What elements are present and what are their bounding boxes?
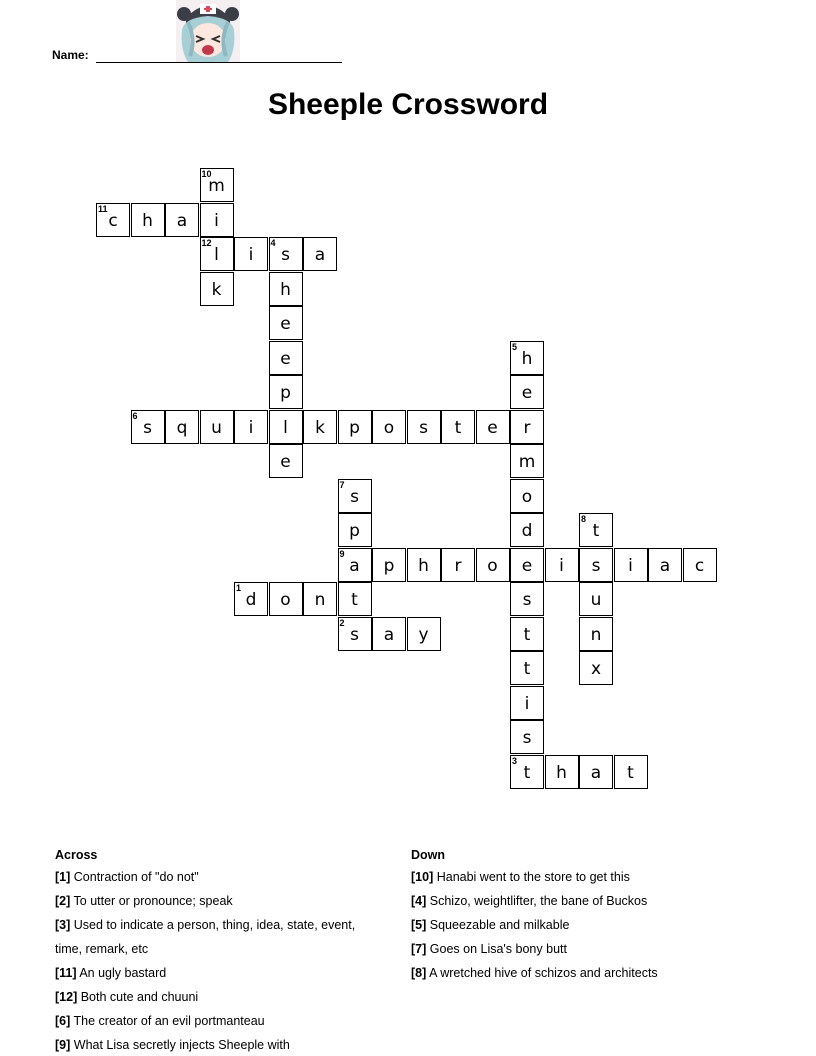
crossword-cell[interactable] [303,410,337,444]
cell-letter: t [592,521,600,541]
cell-letter: e [487,417,498,438]
crossword-cell[interactable] [476,410,510,444]
cell-letter: t [627,762,634,783]
clue-text: Used to indicate a person, thing, idea, state, event, time, remark, etc [55,918,356,956]
crossword-cell[interactable] [200,203,234,237]
cell-letter: t [454,417,462,438]
clue-number-label: 10 [201,169,212,179]
crossword-cell[interactable] [683,548,717,582]
crossword-cell[interactable] [372,410,406,444]
clue-item [55,961,385,985]
clue-item [411,937,751,961]
clue-item [55,889,385,913]
crossword-cell[interactable] [338,582,372,616]
crossword-cell[interactable] [441,410,475,444]
cell-letter: c [108,210,118,231]
cell-letter: s [591,555,601,576]
cell-letter: r [523,417,531,438]
crossword-cell[interactable] [614,548,648,582]
clue-number-label: 12 [201,238,212,248]
clue-text: Both cute and chuuni [80,990,199,1004]
cell-letter: r [454,555,462,576]
crossword-cell[interactable] [476,548,510,582]
clue-text: Schizo, weightlifter, the bane of Buckos [429,894,648,908]
crossword-cell[interactable] [269,375,303,409]
clue-text: What Lisa secretly injects Sheeple with [73,1038,290,1052]
clue-item [411,913,751,937]
cell-letter: s [419,417,428,438]
clue-item [411,961,751,985]
cell-letter: i [628,555,633,576]
cell-letter: p [349,417,360,438]
cell-letter: d [521,521,533,541]
clue-number: [3] [55,918,71,932]
cell-letter: i [524,693,530,714]
crossword-cell[interactable] [200,237,234,271]
crossword-cell[interactable] [407,410,441,444]
clue-number-label: 3 [512,755,518,766]
crossword-cell[interactable] [234,410,268,444]
cell-letter: e [521,383,533,403]
crossword-cell[interactable] [338,479,372,513]
cell-letter: o [280,590,291,610]
crossword-cell[interactable] [579,755,613,789]
clue-number-label: 7 [339,479,345,490]
cell-letter: t [523,762,531,783]
cell-letter: h [556,762,567,783]
cell-letter: a [349,555,360,576]
cell-letter: e [521,555,533,576]
crossword-cell[interactable] [648,548,682,582]
clue-number: [2] [55,894,71,908]
clue-number: [12] [55,990,78,1004]
crossword-cell[interactable] [510,444,544,478]
crossword-cell[interactable] [372,548,406,582]
clue-item [55,1033,385,1056]
cell-letter: y [418,624,429,645]
cell-letter: l [214,245,219,265]
clue-number-label: 4 [270,238,276,248]
cell-letter: a [659,555,671,576]
crossword-cell[interactable] [510,617,544,651]
cell-letter: o [383,417,395,438]
cell-letter: n [590,624,602,645]
cell-letter: o [487,555,498,576]
clue-number: [5] [411,918,427,932]
crossword-cell[interactable] [579,548,613,582]
cell-letter: e [280,348,291,369]
cell-letter: a [590,762,602,783]
clue-text: Goes on Lisa's bony butt [429,942,567,956]
cell-letter: i [248,417,254,438]
cell-letter: a [383,624,395,645]
crossword-cell[interactable] [441,548,475,582]
cell-letter: p [383,555,395,576]
cell-letter: m [518,452,536,472]
cell-letter: u [211,417,222,438]
clue-item [411,865,751,889]
crossword-cell[interactable] [338,410,372,444]
crossword-cell[interactable] [579,582,613,616]
crossword-cell[interactable] [165,203,199,237]
clue-item [55,865,385,889]
crossword-cell[interactable] [510,651,544,685]
cell-letter: a [314,245,326,265]
across-clues [55,845,385,1056]
clue-number: [9] [55,1038,71,1052]
clue-number-label: 5 [512,341,518,352]
clue-number-label: 2 [339,617,345,628]
crossword-cell[interactable] [510,375,544,409]
cell-letter: d [245,590,257,610]
clue-item [411,889,751,913]
crossword-cell[interactable] [510,582,544,616]
cell-letter: c [694,555,705,576]
crossword-cell[interactable] [200,272,234,306]
crossword-cell[interactable] [372,617,406,651]
cell-letter: s [143,417,152,438]
crossword-cell[interactable] [510,686,544,720]
crossword-cell[interactable] [234,237,268,271]
crossword-cell[interactable] [269,306,303,340]
clue-text: Squeezable and milkable [429,918,570,932]
clue-text: The creator of an evil portmanteau [73,1014,265,1028]
crossword-cell[interactable] [545,755,579,789]
clue-number-label: 1 [236,583,242,593]
down-clues [411,845,751,985]
cell-letter: e [280,314,291,334]
clue-text: An ugly bastard [79,966,167,980]
clue-number-label: 8 [581,514,587,524]
cell-letter: s [522,728,532,748]
name-label: Name: [52,48,89,62]
crossword-cell[interactable] [303,237,337,271]
crossword-cell[interactable] [96,203,130,237]
clue-text: Hanabi went to the store to get this [436,870,630,884]
cell-letter: i [559,555,564,576]
cell-letter: e [280,452,291,472]
clue-number: [6] [55,1014,71,1028]
clue-number: [4] [411,894,427,908]
cell-letter: s [350,486,359,507]
clue-number: [10] [411,870,434,884]
clue-text: A wretched hive of schizos and architects [429,966,658,980]
cell-letter: o [521,486,533,507]
crossword-cell[interactable] [131,203,165,237]
down-heading: Down [411,848,446,862]
crossword-cell[interactable] [510,548,544,582]
crossword-cell[interactable] [338,617,372,651]
cell-letter: p [280,383,291,403]
crossword-cell[interactable] [269,341,303,375]
crossword-cell[interactable] [579,617,613,651]
cell-letter: k [315,417,325,438]
crossword-cell[interactable] [510,513,544,547]
cell-letter: u [590,590,602,610]
clue-number: [7] [411,942,427,956]
clue-item [55,985,385,1009]
cell-letter: h [521,348,533,369]
crossword-cell[interactable] [200,168,234,202]
clue-number-label: 9 [339,548,345,559]
across-heading: Across [55,848,98,862]
cell-letter: t [351,590,358,610]
clue-number-label: 6 [132,410,138,421]
cell-letter: n [314,590,326,610]
page-title: Sheeple Crossword [267,88,549,121]
crossword-cell[interactable] [234,582,268,616]
cell-letter: p [349,521,360,541]
crossword-cell[interactable] [165,410,199,444]
crossword-cell[interactable] [269,237,303,271]
cell-letter: m [208,176,225,196]
cell-letter: k [211,279,222,300]
cell-letter: s [281,245,290,265]
clue-number: [1] [55,870,71,884]
cell-letter: h [142,210,153,231]
cell-letter: s [522,590,532,610]
crossword-cell[interactable] [200,410,234,444]
crossword-cell[interactable] [510,755,544,789]
crossword-cell[interactable] [510,479,544,513]
clue-number: [11] [55,966,77,980]
cell-letter: q [176,417,188,438]
crossword-cell[interactable] [579,651,613,685]
crossword-cell[interactable] [407,548,441,582]
cell-letter: a [176,210,188,231]
crossword-cell[interactable] [407,617,441,651]
cell-letter: h [280,279,291,300]
crossword-cell[interactable] [269,582,303,616]
crossword-cell[interactable] [545,548,579,582]
cell-letter: h [418,555,429,576]
cell-letter: i [214,210,219,231]
crossword-cell[interactable] [269,444,303,478]
clue-text: To utter or pronounce; speak [73,894,233,908]
crossword-cell[interactable] [269,410,303,444]
cell-letter: s [350,624,359,645]
crossword-cell[interactable] [269,272,303,306]
crossword-cell[interactable] [510,410,544,444]
clue-item [55,1009,385,1033]
cell-letter: t [523,624,531,645]
cell-letter: i [248,245,254,265]
crossword-cell[interactable] [303,582,337,616]
cell-letter: x [590,659,602,679]
clue-item [55,913,385,961]
crossword-cell[interactable] [614,755,648,789]
crossword-cell[interactable] [510,341,544,375]
clue-text: Contraction of "do not" [73,870,199,884]
clue-number-label: 11 [98,203,108,214]
cell-letter: t [523,659,531,679]
crossword-cell[interactable] [131,410,165,444]
crossword-cell[interactable] [338,513,372,547]
clue-number: [8] [411,966,427,980]
cell-letter: l [283,417,288,438]
crossword-cell[interactable] [579,513,613,547]
crossword-cell[interactable] [338,548,372,582]
crossword-cell[interactable] [510,720,544,754]
